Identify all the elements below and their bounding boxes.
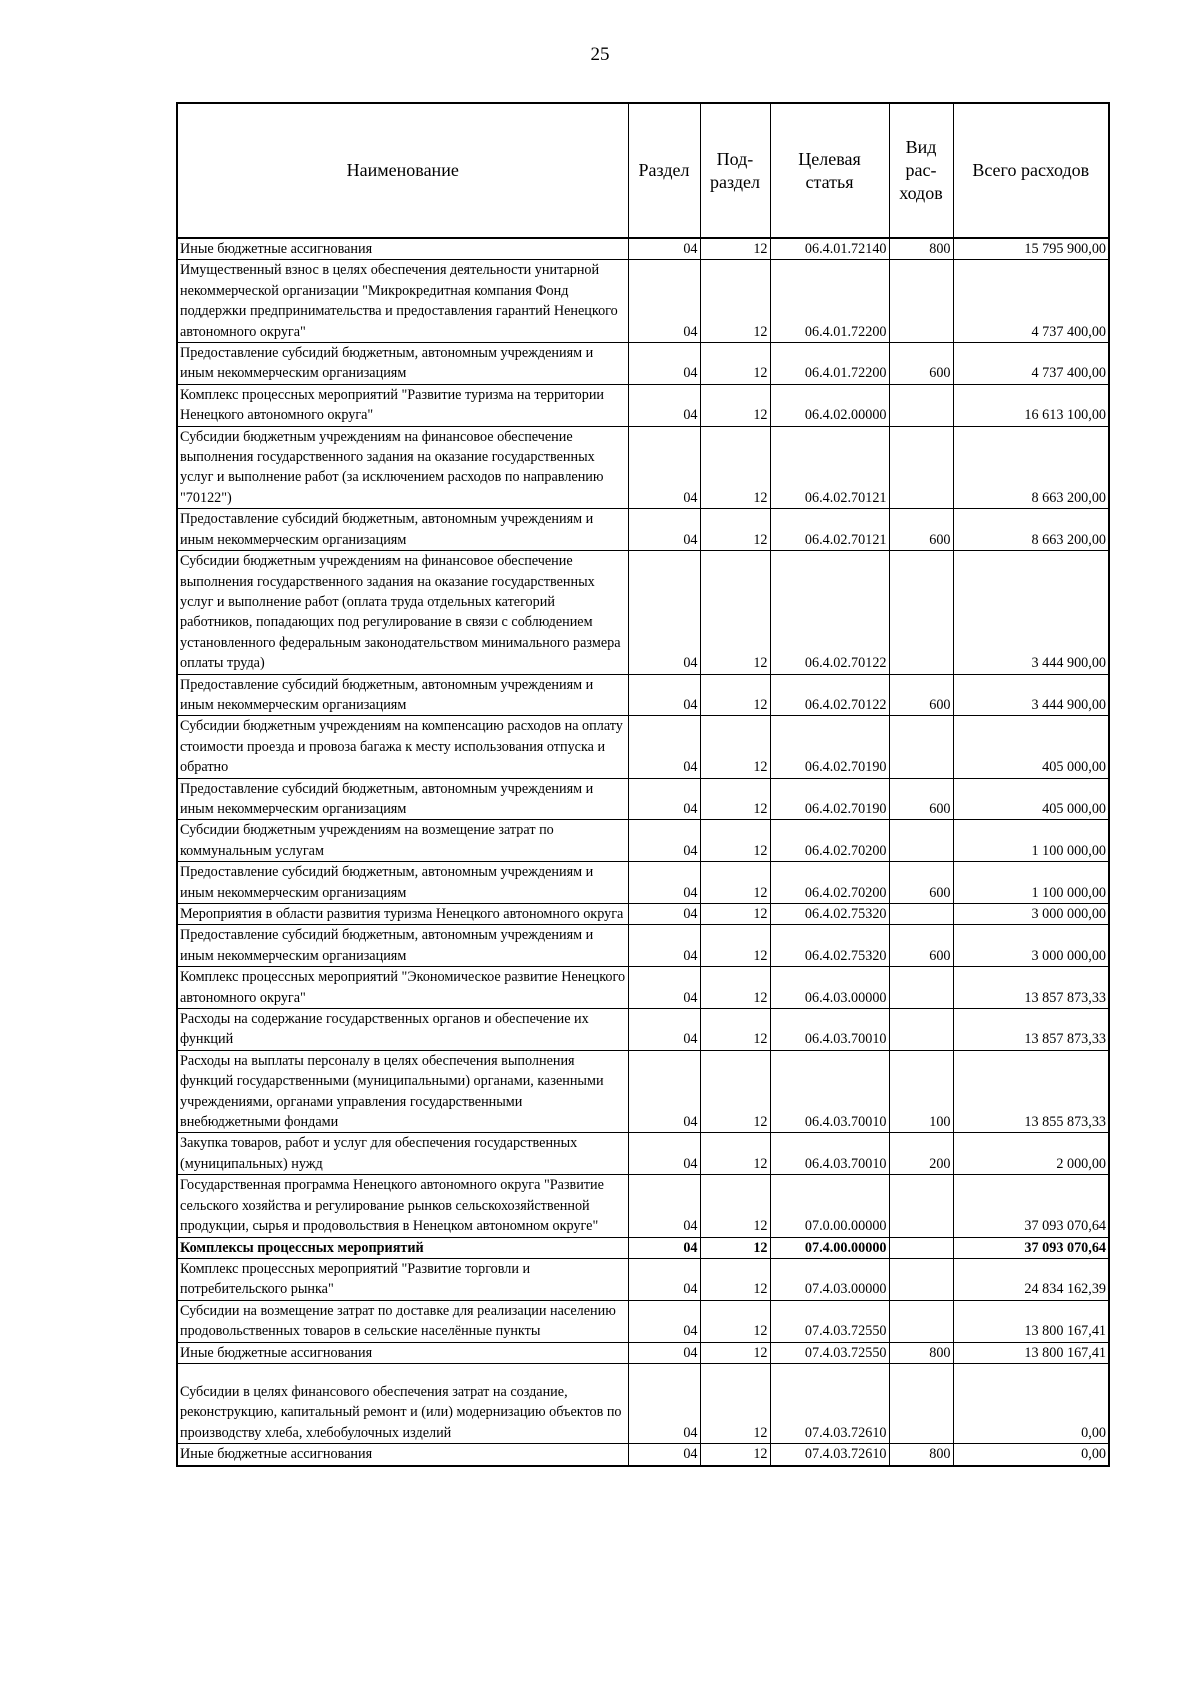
row-vsego-cell: 3 444 900,00 [953,674,1109,716]
budget-table [176,102,1110,1467]
table-row [177,1342,1109,1363]
row-podrazdel-cell: 12 [700,1300,770,1342]
header-podrazdel: Под- раздел [700,103,770,238]
row-celevaya-cell: 07.4.03.72550 [770,1342,889,1363]
row-razdel-cell: 04 [628,925,700,967]
row-vid-cell: 200 [889,1133,953,1175]
row-name-cell: Предоставление субсидий бюджетным, автономным учреждениям и иным некоммерческим организациям [177,343,628,385]
row-podrazdel-cell: 12 [700,551,770,674]
row-name-cell: Субсидии бюджетным учреждениям на компенсацию расходов на оплату стоимости проезда и провоза багажа к месту использования отпуска и обратно [177,716,628,778]
table-row [177,384,1109,426]
row-celevaya-cell: 06.4.01.72140 [770,238,889,260]
row-celevaya-cell: 06.4.01.72200 [770,343,889,385]
row-vsego-cell: 4 737 400,00 [953,260,1109,343]
row-vsego-cell: 405 000,00 [953,778,1109,820]
row-vid-cell [889,1237,953,1258]
row-razdel-cell: 04 [628,1237,700,1258]
row-razdel-cell: 04 [628,1300,700,1342]
table-row [177,551,1109,674]
header-name: Наименование [177,103,628,238]
row-name-cell: Предоставление субсидий бюджетным, автономным учреждениям и иным некоммерческим организациям [177,778,628,820]
row-vsego-cell: 8 663 200,00 [953,509,1109,551]
row-razdel-cell: 04 [628,716,700,778]
row-name-cell: Иные бюджетные ассигнования [177,238,628,260]
table-row [177,260,1109,343]
row-vsego-cell: 3 000 000,00 [953,925,1109,967]
row-podrazdel-cell: 12 [700,1444,770,1466]
row-vid-cell [889,426,953,509]
table-row [177,1258,1109,1300]
row-vsego-cell: 405 000,00 [953,716,1109,778]
row-vid-cell [889,260,953,343]
row-celevaya-cell: 06.4.02.70121 [770,509,889,551]
row-razdel-cell: 04 [628,1050,700,1133]
page-number: 25 [590,44,610,65]
row-name-cell: Комплексы процессных мероприятий [177,1237,628,1258]
row-name-cell: Субсидии бюджетным учреждениям на финансовое обеспечение выполнения государственного задания на оказание государственных услуг и выполнение работ (за исключением расходов по направлению "70122") [177,426,628,509]
row-vid-cell [889,384,953,426]
row-podrazdel-cell: 12 [700,778,770,820]
row-vid-cell [889,820,953,862]
row-podrazdel-cell: 12 [700,238,770,260]
row-vsego-cell: 3 444 900,00 [953,551,1109,674]
row-podrazdel-cell: 12 [700,509,770,551]
row-vsego-cell: 1 100 000,00 [953,820,1109,862]
row-name-cell: Предоставление субсидий бюджетным, автономным учреждениям и иным некоммерческим организациям [177,674,628,716]
row-vid-cell [889,551,953,674]
table-row [177,1363,1109,1443]
row-name-cell: Предоставление субсидий бюджетным, автономным учреждениям и иным некоммерческим организациям [177,509,628,551]
table-header [177,103,1109,238]
row-vid-cell [889,1300,953,1342]
header-vsego-rashodov: Всего расходов [953,103,1109,238]
row-name-cell: Иные бюджетные ассигнования [177,1444,628,1466]
row-name-cell: Субсидии бюджетным учреждениям на возмещение затрат по коммунальным услугам [177,820,628,862]
row-vid-cell: 600 [889,509,953,551]
row-razdel-cell: 04 [628,862,700,904]
table-row [177,1175,1109,1237]
row-razdel-cell: 04 [628,1133,700,1175]
row-razdel-cell: 04 [628,384,700,426]
table-row [177,1050,1109,1133]
row-razdel-cell: 04 [628,1009,700,1051]
row-name-cell: Мероприятия в области развития туризма Ненецкого автономного округа [177,904,628,925]
row-vsego-cell: 13 857 873,33 [953,1009,1109,1051]
row-celevaya-cell: 07.4.03.72550 [770,1300,889,1342]
row-vsego-cell: 0,00 [953,1444,1109,1466]
row-vsego-cell: 2 000,00 [953,1133,1109,1175]
row-vsego-cell: 37 093 070,64 [953,1175,1109,1237]
table-row [177,1237,1109,1258]
table-row [177,238,1109,260]
row-vid-cell: 600 [889,925,953,967]
row-name-cell: Субсидии бюджетным учреждениям на финансовое обеспечение выполнения государственного задания на оказание государственных услуг и выполнение работ (оплата труда отдельных категорий работников, попадающих под регулирование в связи с соблюдением установленного федеральным законодательством минимального размера оплаты труда) [177,551,628,674]
table-row [177,862,1109,904]
row-podrazdel-cell: 12 [700,1009,770,1051]
table-row [177,904,1109,925]
row-podrazdel-cell: 12 [700,862,770,904]
row-name-cell: Расходы на выплаты персоналу в целях обеспечения выполнения функций государственными (муниципальными) органами, казенными учреждениями, органами управления государственными внебюджетными фондами [177,1050,628,1133]
row-razdel-cell: 04 [628,904,700,925]
row-razdel-cell: 04 [628,1258,700,1300]
row-podrazdel-cell: 12 [700,674,770,716]
row-podrazdel-cell: 12 [700,1342,770,1363]
row-vsego-cell: 13 855 873,33 [953,1050,1109,1133]
table-body [177,238,1109,1466]
row-celevaya-cell: 07.0.00.00000 [770,1175,889,1237]
row-vsego-cell: 4 737 400,00 [953,343,1109,385]
row-podrazdel-cell: 12 [700,1237,770,1258]
row-vid-cell [889,716,953,778]
row-razdel-cell: 04 [628,967,700,1009]
row-celevaya-cell: 06.4.02.70121 [770,426,889,509]
row-podrazdel-cell: 12 [700,384,770,426]
row-vsego-cell: 15 795 900,00 [953,238,1109,260]
row-vid-cell [889,1363,953,1443]
row-vid-cell [889,904,953,925]
row-vid-cell: 800 [889,1444,953,1466]
row-podrazdel-cell: 12 [700,1175,770,1237]
row-vid-cell: 600 [889,862,953,904]
row-vid-cell [889,967,953,1009]
row-name-cell: Закупка товаров, работ и услуг для обеспечения государственных (муниципальных) нужд [177,1133,628,1175]
table-row [177,925,1109,967]
row-vid-cell: 600 [889,343,953,385]
row-celevaya-cell: 06.4.01.72200 [770,260,889,343]
row-celevaya-cell: 06.4.02.70190 [770,716,889,778]
row-name-cell: Иные бюджетные ассигнования [177,1342,628,1363]
row-celevaya-cell: 07.4.03.72610 [770,1363,889,1443]
table-row [177,426,1109,509]
table-row [177,1133,1109,1175]
row-podrazdel-cell: 12 [700,925,770,967]
row-name-cell: Комплекс процессных мероприятий "Развитие торговли и потребительского рынка" [177,1258,628,1300]
row-celevaya-cell: 06.4.02.00000 [770,384,889,426]
row-vsego-cell: 37 093 070,64 [953,1237,1109,1258]
table-row [177,1444,1109,1466]
row-vid-cell: 100 [889,1050,953,1133]
table-row [177,820,1109,862]
row-name-cell: Субсидии в целях финансового обеспечения затрат на создание, реконструкцию, капитальный ремонт и (или) модернизацию объектов по производству хлеба, хлебобулочных изделий [177,1363,628,1443]
row-name-cell: Расходы на содержание государственных органов и обеспечение их функций [177,1009,628,1051]
row-podrazdel-cell: 12 [700,820,770,862]
header-razdel: Раздел [628,103,700,238]
row-podrazdel-cell: 12 [700,1363,770,1443]
row-podrazdel-cell: 12 [700,343,770,385]
row-celevaya-cell: 06.4.02.70200 [770,862,889,904]
row-razdel-cell: 04 [628,426,700,509]
row-name-cell: Субсидии на возмещение затрат по доставке для реализации населению продовольственных товаров в сельские населённые пункты [177,1300,628,1342]
row-razdel-cell: 04 [628,674,700,716]
row-vsego-cell: 16 613 100,00 [953,384,1109,426]
row-celevaya-cell: 06.4.03.70010 [770,1009,889,1051]
row-vid-cell: 800 [889,1342,953,1363]
row-razdel-cell: 04 [628,238,700,260]
row-celevaya-cell: 07.4.00.00000 [770,1237,889,1258]
row-celevaya-cell: 06.4.02.70200 [770,820,889,862]
row-vid-cell [889,1009,953,1051]
table-row [177,967,1109,1009]
header-vid-rashodov: Вид рас- ходов [889,103,953,238]
row-vid-cell: 600 [889,778,953,820]
row-celevaya-cell: 06.4.02.75320 [770,925,889,967]
row-vsego-cell: 13 857 873,33 [953,967,1109,1009]
row-vsego-cell: 13 800 167,41 [953,1300,1109,1342]
row-razdel-cell: 04 [628,820,700,862]
row-razdel-cell: 04 [628,551,700,674]
row-podrazdel-cell: 12 [700,1133,770,1175]
row-vsego-cell: 0,00 [953,1363,1109,1443]
table-row [177,674,1109,716]
row-razdel-cell: 04 [628,343,700,385]
row-celevaya-cell: 06.4.02.70122 [770,551,889,674]
row-podrazdel-cell: 12 [700,426,770,509]
row-podrazdel-cell: 12 [700,967,770,1009]
row-celevaya-cell: 06.4.03.70010 [770,1050,889,1133]
row-razdel-cell: 04 [628,260,700,343]
row-podrazdel-cell: 12 [700,260,770,343]
row-razdel-cell: 04 [628,778,700,820]
row-vsego-cell: 24 834 162,39 [953,1258,1109,1300]
row-celevaya-cell: 06.4.02.70190 [770,778,889,820]
row-razdel-cell: 04 [628,1342,700,1363]
row-podrazdel-cell: 12 [700,1050,770,1133]
row-podrazdel-cell: 12 [700,716,770,778]
row-vsego-cell: 13 800 167,41 [953,1342,1109,1363]
row-name-cell: Предоставление субсидий бюджетным, автономным учреждениям и иным некоммерческим организациям [177,925,628,967]
row-podrazdel-cell: 12 [700,1258,770,1300]
row-celevaya-cell: 06.4.02.70122 [770,674,889,716]
row-vid-cell [889,1175,953,1237]
row-celevaya-cell: 06.4.03.00000 [770,967,889,1009]
row-podrazdel-cell: 12 [700,904,770,925]
row-vid-cell [889,1258,953,1300]
row-celevaya-cell: 07.4.03.72610 [770,1444,889,1466]
table-row [177,343,1109,385]
row-razdel-cell: 04 [628,509,700,551]
row-vid-cell: 800 [889,238,953,260]
row-vid-cell: 600 [889,674,953,716]
table-row [177,1009,1109,1051]
row-razdel-cell: 04 [628,1175,700,1237]
table-row [177,716,1109,778]
row-celevaya-cell: 06.4.03.70010 [770,1133,889,1175]
row-vsego-cell: 8 663 200,00 [953,426,1109,509]
row-name-cell: Комплекс процессных мероприятий "Экономическое развитие Ненецкого автономного округа" [177,967,628,1009]
row-celevaya-cell: 07.4.03.00000 [770,1258,889,1300]
table-row [177,778,1109,820]
row-razdel-cell: 04 [628,1444,700,1466]
row-celevaya-cell: 06.4.02.75320 [770,904,889,925]
row-vsego-cell: 1 100 000,00 [953,862,1109,904]
row-name-cell: Имущественный взнос в целях обеспечения деятельности унитарной некоммерческой организации "Микрокредитная компания Фонд поддержки предпринимательства и предоставления гарантий Ненецкого автономного округа" [177,260,628,343]
row-vsego-cell: 3 000 000,00 [953,904,1109,925]
table-row [177,1300,1109,1342]
row-razdel-cell: 04 [628,1363,700,1443]
row-name-cell: Государственная программа Ненецкого автономного округа "Развитие сельского хозяйства и регулирование рынков сельскохозяйственной продукции, сырья и продовольствия в Ненецком автономном округе" [177,1175,628,1237]
row-name-cell: Комплекс процессных мероприятий "Развитие туризма на территории Ненецкого автономного округа" [177,384,628,426]
table-row [177,509,1109,551]
header-celevaya-statya: Целевая статья [770,103,889,238]
row-name-cell: Предоставление субсидий бюджетным, автономным учреждениям и иным некоммерческим организациям [177,862,628,904]
